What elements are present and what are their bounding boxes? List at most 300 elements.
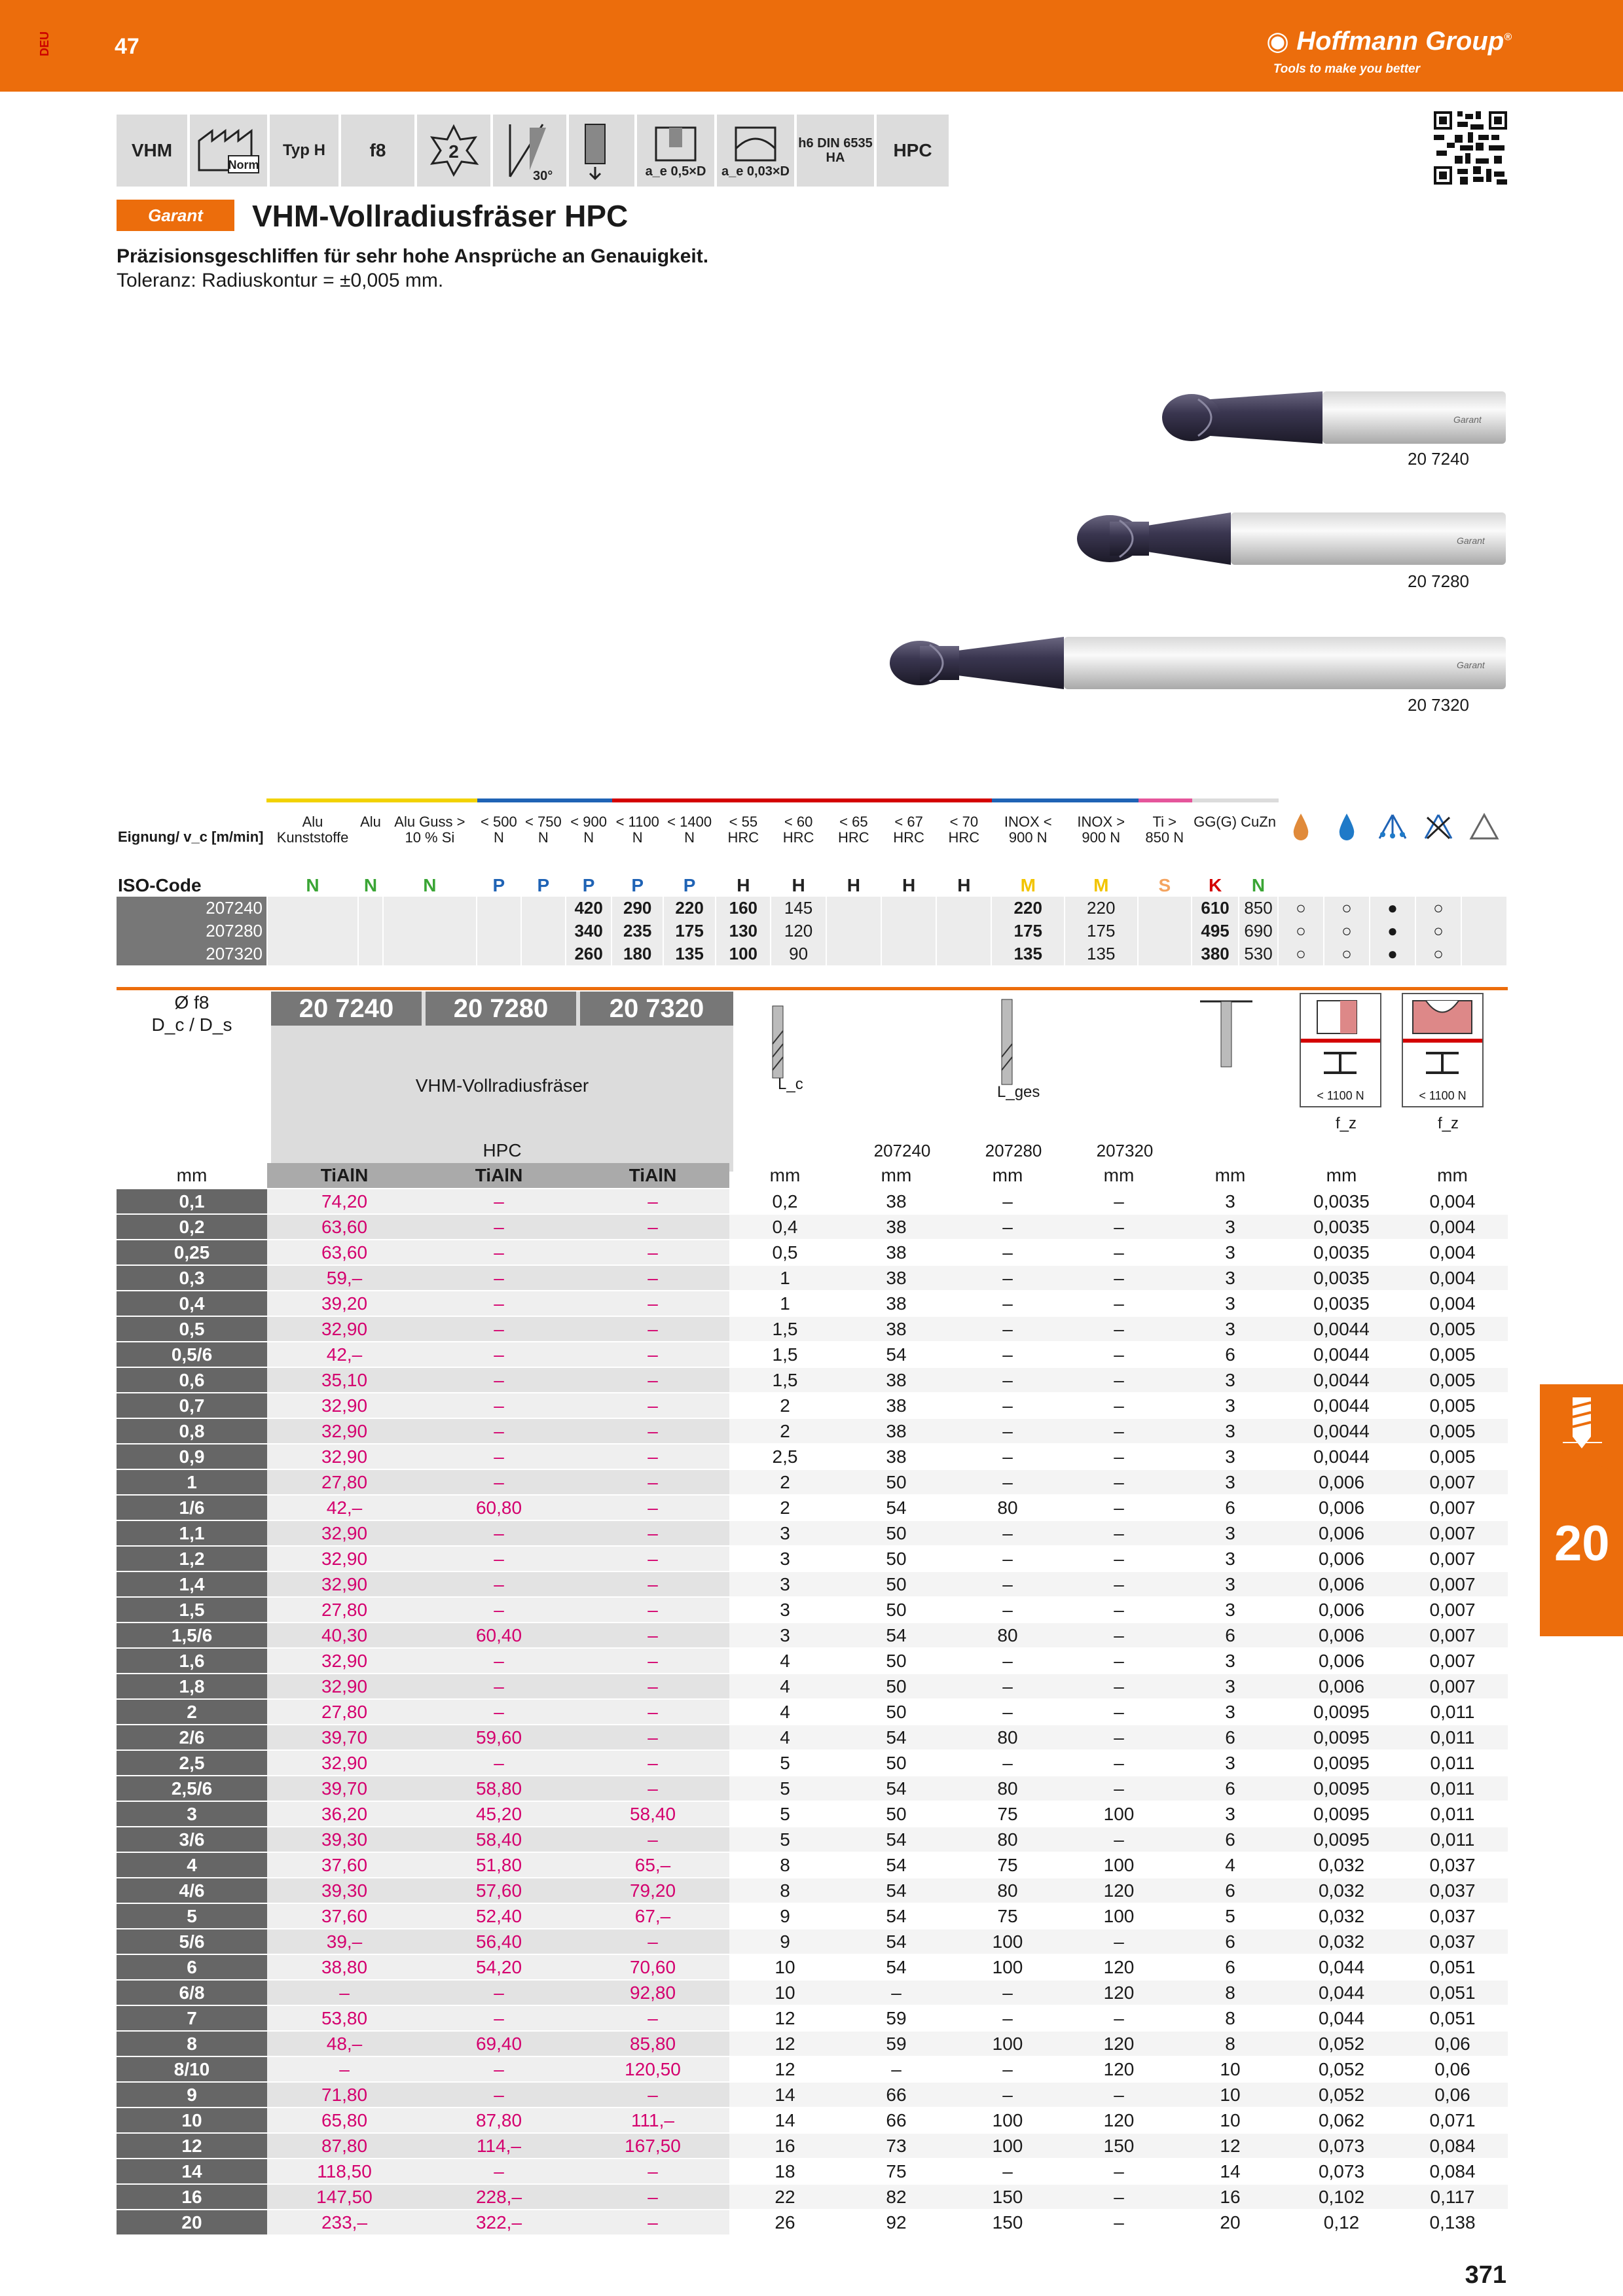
price-cell[interactable]: – — [576, 1597, 729, 1623]
diameter-cell: 1,8 — [117, 1674, 267, 1699]
spec-cell: 38 — [841, 1444, 952, 1469]
spec-cell: 3 — [729, 1571, 841, 1597]
spec-cell: 3 — [1175, 1444, 1286, 1469]
spec-cell: 0,007 — [1397, 1571, 1508, 1597]
price-cell[interactable]: 322,– — [422, 2210, 576, 2235]
spec-cell: 0,0095 — [1286, 1750, 1397, 1776]
material-header: < 65 HRC — [826, 800, 881, 874]
spec-cell: 100 — [1063, 1801, 1175, 1827]
spec-cell: 120 — [1063, 2031, 1175, 2056]
price-cell[interactable]: – — [422, 1240, 576, 1265]
helix-angle-icon — [493, 115, 566, 187]
spec-cell: 0,4 — [729, 1214, 841, 1240]
price-cell[interactable]: – — [576, 1469, 729, 1495]
price-cell[interactable]: 57,60 — [422, 1878, 576, 1903]
spec-cell: 0,044 — [1286, 2005, 1397, 2031]
price-cell[interactable]: 87,80 — [422, 2108, 576, 2133]
price-cell[interactable]: – — [576, 1776, 729, 1801]
finishing-ae-icon: a_e 0,03×D — [717, 115, 794, 187]
hoffmann-logo[interactable]: ◉ Hoffmann Group® — [1266, 27, 1512, 56]
spec-cell: 3 — [1175, 1699, 1286, 1725]
spec-cell: – — [1063, 1597, 1175, 1623]
spec-cell: – — [1063, 1674, 1175, 1699]
price-cell[interactable]: – — [576, 2082, 729, 2108]
spec-cell: 54 — [841, 1903, 952, 1929]
price-cell[interactable]: – — [576, 1342, 729, 1367]
price-cell[interactable]: – — [576, 1291, 729, 1316]
price-cell[interactable]: – — [422, 1189, 576, 1214]
price-cell[interactable]: 52,40 — [422, 1903, 576, 1929]
price-cell[interactable]: 114,– — [422, 2133, 576, 2159]
table-row — [117, 1418, 1508, 1444]
price-cell[interactable]: – — [422, 1265, 576, 1291]
iso-code: M — [1065, 874, 1138, 897]
diameter-cell: 1,4 — [117, 1571, 267, 1597]
spec-cell: 8 — [729, 1852, 841, 1878]
spec-cell: 14 — [1175, 2159, 1286, 2184]
spec-cell: 1 — [729, 1265, 841, 1291]
spec-cell: 0,084 — [1397, 2133, 1508, 2159]
price-cell[interactable]: – — [576, 2184, 729, 2210]
spec-cell: 50 — [841, 1674, 952, 1699]
price-cell[interactable]: – — [576, 1265, 729, 1291]
price-cell[interactable]: – — [422, 1750, 576, 1776]
price-cell[interactable]: – — [267, 2056, 422, 2082]
vc-cell — [383, 920, 477, 942]
price-cell[interactable]: – — [422, 2056, 576, 2082]
price-cell[interactable]: 70,60 — [576, 1954, 729, 1980]
price-cell[interactable]: – — [576, 1750, 729, 1776]
price-cell[interactable]: 233,– — [267, 2210, 422, 2235]
spec-cell: 0,007 — [1397, 1495, 1508, 1520]
spec-cell: 6 — [1175, 1342, 1286, 1367]
price-cell[interactable]: 32,90 — [267, 1520, 422, 1546]
price-cell[interactable]: – — [422, 1342, 576, 1367]
spec-cell: 54 — [841, 1852, 952, 1878]
spec-cell: 38 — [841, 1418, 952, 1444]
spec-cell: – — [952, 2082, 1063, 2108]
vc-cell — [521, 920, 566, 942]
spec-cell: 4 — [1175, 1852, 1286, 1878]
price-cell[interactable]: 27,80 — [267, 1469, 422, 1495]
price-cell[interactable]: 58,40 — [422, 1827, 576, 1852]
vc-cell — [1138, 920, 1192, 942]
price-cell[interactable]: – — [422, 1418, 576, 1444]
spec-cell: 0,011 — [1397, 1776, 1508, 1801]
tool-label-3: 20 7320 — [1408, 695, 1469, 715]
f8-icon: f8 — [341, 115, 414, 187]
spec-cell: 54 — [841, 1776, 952, 1801]
price-cell[interactable]: 111,– — [576, 2108, 729, 2133]
price-cell[interactable]: – — [422, 1699, 576, 1725]
spec-cell: 0,073 — [1286, 2133, 1397, 2159]
table-row — [117, 1852, 1508, 1878]
spec-cell: – — [1063, 2184, 1175, 2210]
price-cell[interactable]: 228,– — [422, 2184, 576, 2210]
price-cell[interactable]: 56,40 — [422, 1929, 576, 1954]
price-cell[interactable]: – — [576, 2005, 729, 2031]
price-cell[interactable]: 53,80 — [267, 2005, 422, 2031]
spec-cell: 3 — [1175, 1801, 1286, 1827]
coolant-cell: ○ — [1324, 897, 1370, 920]
spec-cell: 22 — [729, 2184, 841, 2210]
price-cell[interactable]: 87,80 — [267, 2133, 422, 2159]
vc-cell: 160 — [716, 897, 771, 920]
price-cell[interactable]: – — [576, 1827, 729, 1852]
price-cell[interactable]: 39,30 — [267, 1827, 422, 1852]
price-cell[interactable]: – — [422, 1520, 576, 1546]
price-cell[interactable]: – — [576, 1648, 729, 1674]
price-cell[interactable]: – — [576, 1699, 729, 1725]
price-cell[interactable]: 37,60 — [267, 1903, 422, 1929]
spec-cell: 0,0044 — [1286, 1367, 1397, 1393]
price-cell[interactable]: – — [422, 1214, 576, 1240]
diameter-cell: 1 — [117, 1469, 267, 1495]
price-cell[interactable]: 120,50 — [576, 2056, 729, 2082]
spec-cell: 38 — [841, 1214, 952, 1240]
price-cell[interactable]: – — [422, 1444, 576, 1469]
price-cell[interactable]: 63,60 — [267, 1214, 422, 1240]
price-cell[interactable]: 58,40 — [576, 1801, 729, 1827]
iso-code: N — [383, 874, 477, 897]
spec-cell: 16 — [729, 2133, 841, 2159]
price-cell[interactable]: – — [576, 2210, 729, 2235]
price-cell[interactable]: 67,– — [576, 1903, 729, 1929]
table-row — [117, 1316, 1508, 1342]
table-row — [117, 1520, 1508, 1546]
spec-cell: – — [952, 1316, 1063, 1342]
spec-cell: 54 — [841, 1623, 952, 1648]
suitability-table — [117, 798, 1508, 965]
qr-code[interactable] — [1434, 111, 1507, 185]
tool-image-207280 — [1074, 507, 1512, 573]
diameter-cell: 1/6 — [117, 1495, 267, 1520]
vc-cell: 220 — [1065, 897, 1138, 920]
spec-cell: 6 — [1175, 1954, 1286, 1980]
spec-cell: 3 — [729, 1597, 841, 1623]
spec-cell: – — [952, 1367, 1063, 1393]
coolant-cell: ○ — [1415, 920, 1461, 942]
vc-cell — [1138, 942, 1192, 965]
spec-cell: 6 — [1175, 1776, 1286, 1801]
price-cell[interactable]: 60,40 — [422, 1623, 576, 1648]
price-cell[interactable]: 42,– — [267, 1495, 422, 1520]
price-cell[interactable]: 37,60 — [267, 1852, 422, 1878]
price-cell[interactable]: – — [576, 2159, 729, 2184]
spec-cell: 0,138 — [1397, 2210, 1508, 2235]
article-207320-header[interactable]: 20 7320 — [580, 992, 733, 1026]
price-cell[interactable]: 59,– — [267, 1265, 422, 1291]
spec-cell: – — [841, 2056, 952, 2082]
price-cell[interactable]: 35,10 — [267, 1367, 422, 1393]
table-row — [117, 1674, 1508, 1699]
spec-cell: 80 — [952, 1725, 1063, 1750]
price-cell[interactable]: 167,50 — [576, 2133, 729, 2159]
price-cell[interactable]: – — [422, 1980, 576, 2005]
diameter-cell: 0,4 — [117, 1291, 267, 1316]
diameter-cell: 10 — [117, 2108, 267, 2133]
spec-cell: 12 — [729, 2056, 841, 2082]
material-header: < 1400 N — [663, 800, 716, 874]
diameter-cell: 1,5 — [117, 1597, 267, 1623]
price-cell[interactable]: – — [576, 1520, 729, 1546]
spec-cell: 0,12 — [1286, 2210, 1397, 2235]
spec-cell: 38 — [841, 1393, 952, 1418]
svg-text:30°: 30° — [533, 169, 553, 183]
spec-cell: 0,007 — [1397, 1623, 1508, 1648]
spec-cell: 1 — [729, 1291, 841, 1316]
material-header: < 900 N — [566, 800, 612, 874]
price-cell[interactable]: – — [422, 1469, 576, 1495]
coolant-cell: ○ — [1324, 920, 1370, 942]
article-207280-header[interactable]: 20 7280 — [426, 992, 576, 1026]
diameter-cell: 0,7 — [117, 1393, 267, 1418]
price-cell[interactable]: 42,– — [267, 1342, 422, 1367]
spec-cell: 0,037 — [1397, 1929, 1508, 1954]
svg-text:Garant: Garant — [1453, 414, 1482, 425]
spec-cell: 0,5 — [729, 1240, 841, 1265]
price-cell[interactable]: 32,90 — [267, 1571, 422, 1597]
price-cell[interactable]: 32,90 — [267, 1444, 422, 1469]
price-cell[interactable]: 32,90 — [267, 1750, 422, 1776]
table-row — [117, 1597, 1508, 1623]
price-cell[interactable]: – — [576, 1546, 729, 1571]
price-cell[interactable]: – — [422, 1393, 576, 1418]
vc-cell: 175 — [991, 920, 1065, 942]
price-cell[interactable]: 79,20 — [576, 1878, 729, 1903]
chapter-tab[interactable] — [1540, 1384, 1623, 1636]
spec-cell: 50 — [841, 1571, 952, 1597]
table-row — [117, 2184, 1508, 2210]
price-cell[interactable]: – — [576, 1393, 729, 1418]
iso-code: N — [1239, 874, 1278, 897]
spec-cell: 80 — [952, 1827, 1063, 1852]
price-cell[interactable]: – — [576, 1725, 729, 1750]
material-header: CuZn — [1239, 800, 1278, 874]
spec-cell: 0,037 — [1397, 1852, 1508, 1878]
price-cell[interactable]: – — [576, 1189, 729, 1214]
mist-icon — [1370, 800, 1415, 874]
price-cell[interactable]: 39,70 — [267, 1725, 422, 1750]
price-cell[interactable]: – — [267, 1980, 422, 2005]
table-row — [117, 1444, 1508, 1469]
price-cell[interactable]: – — [576, 1316, 729, 1342]
spec-cell: 1,5 — [729, 1316, 841, 1342]
diameter-cell: 0,8 — [117, 1418, 267, 1444]
diameter-cell: 1,2 — [117, 1546, 267, 1571]
iso-code: P — [566, 874, 612, 897]
table-row — [117, 1801, 1508, 1827]
price-cell[interactable]: 60,80 — [422, 1495, 576, 1520]
spec-cell: 2 — [729, 1418, 841, 1444]
price-cell[interactable]: – — [422, 1546, 576, 1571]
spec-cell: – — [952, 1418, 1063, 1444]
price-cell[interactable]: 27,80 — [267, 1699, 422, 1725]
product-description: Präzisionsgeschliffen für sehr hohe Ansprüche an Genauigkeit. — [117, 245, 709, 267]
price-cell[interactable]: – — [422, 2082, 576, 2108]
price-cell[interactable]: 63,60 — [267, 1240, 422, 1265]
spec-cell: 38 — [841, 1316, 952, 1342]
property-icons — [117, 115, 949, 187]
price-cell[interactable]: 85,80 — [576, 2031, 729, 2056]
price-cell[interactable]: 32,90 — [267, 1393, 422, 1418]
price-cell[interactable]: 32,90 — [267, 1546, 422, 1571]
spec-cell: – — [1063, 1495, 1175, 1520]
iso-code: K — [1192, 874, 1239, 897]
coating-cell: TiAlN — [576, 1163, 729, 1189]
price-cell[interactable]: 32,90 — [267, 1648, 422, 1674]
coolant-cell: ○ — [1278, 920, 1324, 942]
article-207240-header[interactable]: 20 7240 — [271, 992, 422, 1026]
price-cell[interactable]: – — [422, 2159, 576, 2184]
spec-cell: 0,006 — [1286, 1623, 1397, 1648]
fz-material-2: < 1100 N — [1419, 1089, 1467, 1102]
spec-cell: – — [952, 1699, 1063, 1725]
material-header: < 500 N — [477, 800, 521, 874]
price-cell[interactable]: – — [422, 1291, 576, 1316]
price-cell[interactable]: – — [576, 1367, 729, 1393]
spec-cell: 75 — [952, 1903, 1063, 1929]
spec-cell: 0,052 — [1286, 2082, 1397, 2108]
spec-cell: 80 — [952, 1878, 1063, 1903]
spec-cell: 38 — [841, 1367, 952, 1393]
price-cell[interactable]: 32,90 — [267, 1316, 422, 1342]
spec-cell: 0,005 — [1397, 1342, 1508, 1367]
spec-cell: 0,06 — [1397, 2031, 1508, 2056]
price-cell[interactable]: – — [576, 1418, 729, 1444]
spec-cell: 0,073 — [1286, 2159, 1397, 2184]
price-cell[interactable]: 118,50 — [267, 2159, 422, 2184]
price-cell[interactable]: 74,20 — [267, 1189, 422, 1214]
spec-cell: 18 — [729, 2159, 841, 2184]
price-cell[interactable]: 36,20 — [267, 1801, 422, 1827]
table-row — [117, 1291, 1508, 1316]
price-cell[interactable]: 48,– — [267, 2031, 422, 2056]
spec-cell: 50 — [841, 1469, 952, 1495]
shank-h6-icon: h6 DIN 6535 HA — [797, 115, 874, 187]
table-row — [117, 1750, 1508, 1776]
price-cell[interactable]: – — [576, 1571, 729, 1597]
price-cell[interactable]: – — [576, 1495, 729, 1520]
price-cell[interactable]: 39,70 — [267, 1776, 422, 1801]
vc-cell: 135 — [1065, 942, 1138, 965]
spec-cell: 3 — [1175, 1520, 1286, 1546]
price-cell[interactable]: – — [576, 1674, 729, 1699]
vc-cell: 690 — [1239, 920, 1278, 942]
price-cell[interactable]: – — [422, 2005, 576, 2031]
price-cell[interactable]: – — [576, 1623, 729, 1648]
spec-cell: 0,051 — [1397, 2005, 1508, 2031]
spec-cell: 100 — [1063, 1903, 1175, 1929]
spec-cell: 0,006 — [1286, 1648, 1397, 1674]
spec-cell: 3 — [1175, 1189, 1286, 1214]
spec-cell: 3 — [1175, 1214, 1286, 1240]
material-header: < 55 HRC — [716, 800, 771, 874]
spec-cell: 54 — [841, 1495, 952, 1520]
spec-cell: 6 — [1175, 1495, 1286, 1520]
spec-cell: 0,032 — [1286, 1929, 1397, 1954]
spec-cell: – — [952, 1546, 1063, 1571]
price-cell[interactable]: 45,20 — [422, 1801, 576, 1827]
iso-code: P — [611, 874, 663, 897]
price-cell[interactable]: 27,80 — [267, 1597, 422, 1623]
svg-text:2: 2 — [448, 141, 459, 162]
price-cell[interactable]: – — [422, 1316, 576, 1342]
spec-cell: 12 — [729, 2005, 841, 2031]
price-cell[interactable]: 59,60 — [422, 1725, 576, 1750]
price-cell[interactable]: 92,80 — [576, 1980, 729, 2005]
price-cell[interactable]: 32,90 — [267, 1674, 422, 1699]
price-cell[interactable]: 71,80 — [267, 2082, 422, 2108]
vc-cell: 340 — [566, 920, 612, 942]
unit-cell: mm — [1175, 1163, 1286, 1189]
spec-cell: – — [1063, 1776, 1175, 1801]
spec-cell: 0,084 — [1397, 2159, 1508, 2184]
lges-label: L_ges — [997, 1083, 1040, 1101]
vc-cell: 495 — [1192, 920, 1239, 942]
price-cell[interactable]: 51,80 — [422, 1852, 576, 1878]
table-row — [117, 1393, 1508, 1418]
spec-cell: 0,005 — [1397, 1444, 1508, 1469]
diameter-cell: 8/10 — [117, 2056, 267, 2082]
price-cell[interactable]: – — [422, 1674, 576, 1699]
price-cell[interactable]: 65,– — [576, 1852, 729, 1878]
price-cell[interactable]: – — [422, 1597, 576, 1623]
price-cell[interactable]: – — [576, 1444, 729, 1469]
spec-cell: 0,0044 — [1286, 1418, 1397, 1444]
price-cell[interactable]: 38,80 — [267, 1954, 422, 1980]
price-cell[interactable]: 65,80 — [267, 2108, 422, 2133]
price-cell[interactable]: 39,20 — [267, 1291, 422, 1316]
price-cell[interactable]: – — [576, 1214, 729, 1240]
table-row — [117, 2005, 1508, 2031]
price-cell[interactable]: 32,90 — [267, 1418, 422, 1444]
spec-cell: 54 — [841, 1342, 952, 1367]
spec-cell: 73 — [841, 2133, 952, 2159]
spec-cell: 50 — [841, 1648, 952, 1674]
tool-label-2: 20 7280 — [1408, 571, 1469, 591]
price-cell[interactable]: – — [422, 1648, 576, 1674]
spec-cell: 0,011 — [1397, 1725, 1508, 1750]
price-cell[interactable]: 147,50 — [267, 2184, 422, 2210]
price-cell[interactable]: 54,20 — [422, 1954, 576, 1980]
material-header: < 1100 N — [611, 800, 663, 874]
spec-cell: – — [1063, 1393, 1175, 1418]
oil-drop-icon — [1278, 800, 1324, 874]
material-header: < 750 N — [521, 800, 566, 874]
price-cell[interactable]: 58,80 — [422, 1776, 576, 1801]
spec-cell: 10 — [1175, 2056, 1286, 2082]
table-row — [117, 1342, 1508, 1367]
table-row — [117, 1265, 1508, 1291]
length-article-headers — [847, 1141, 1180, 1161]
price-cell[interactable]: – — [422, 1367, 576, 1393]
price-cell[interactable]: 69,40 — [422, 2031, 576, 2056]
price-cell[interactable]: 39,30 — [267, 1878, 422, 1903]
price-cell[interactable]: – — [576, 1929, 729, 1954]
coolant-cell: ● — [1370, 942, 1415, 965]
spec-cell: – — [1063, 1648, 1175, 1674]
price-cell[interactable]: – — [422, 1571, 576, 1597]
diameter-cell: 2/6 — [117, 1725, 267, 1750]
spec-cell: 10 — [1175, 2108, 1286, 2133]
hpc-icon: HPC — [877, 115, 949, 187]
fz-material-1: < 1100 N — [1317, 1089, 1364, 1102]
price-cell[interactable]: – — [576, 1240, 729, 1265]
price-cell[interactable]: 40,30 — [267, 1623, 422, 1648]
price-cell[interactable]: 39,– — [267, 1929, 422, 1954]
spec-cell: 9 — [729, 1903, 841, 1929]
